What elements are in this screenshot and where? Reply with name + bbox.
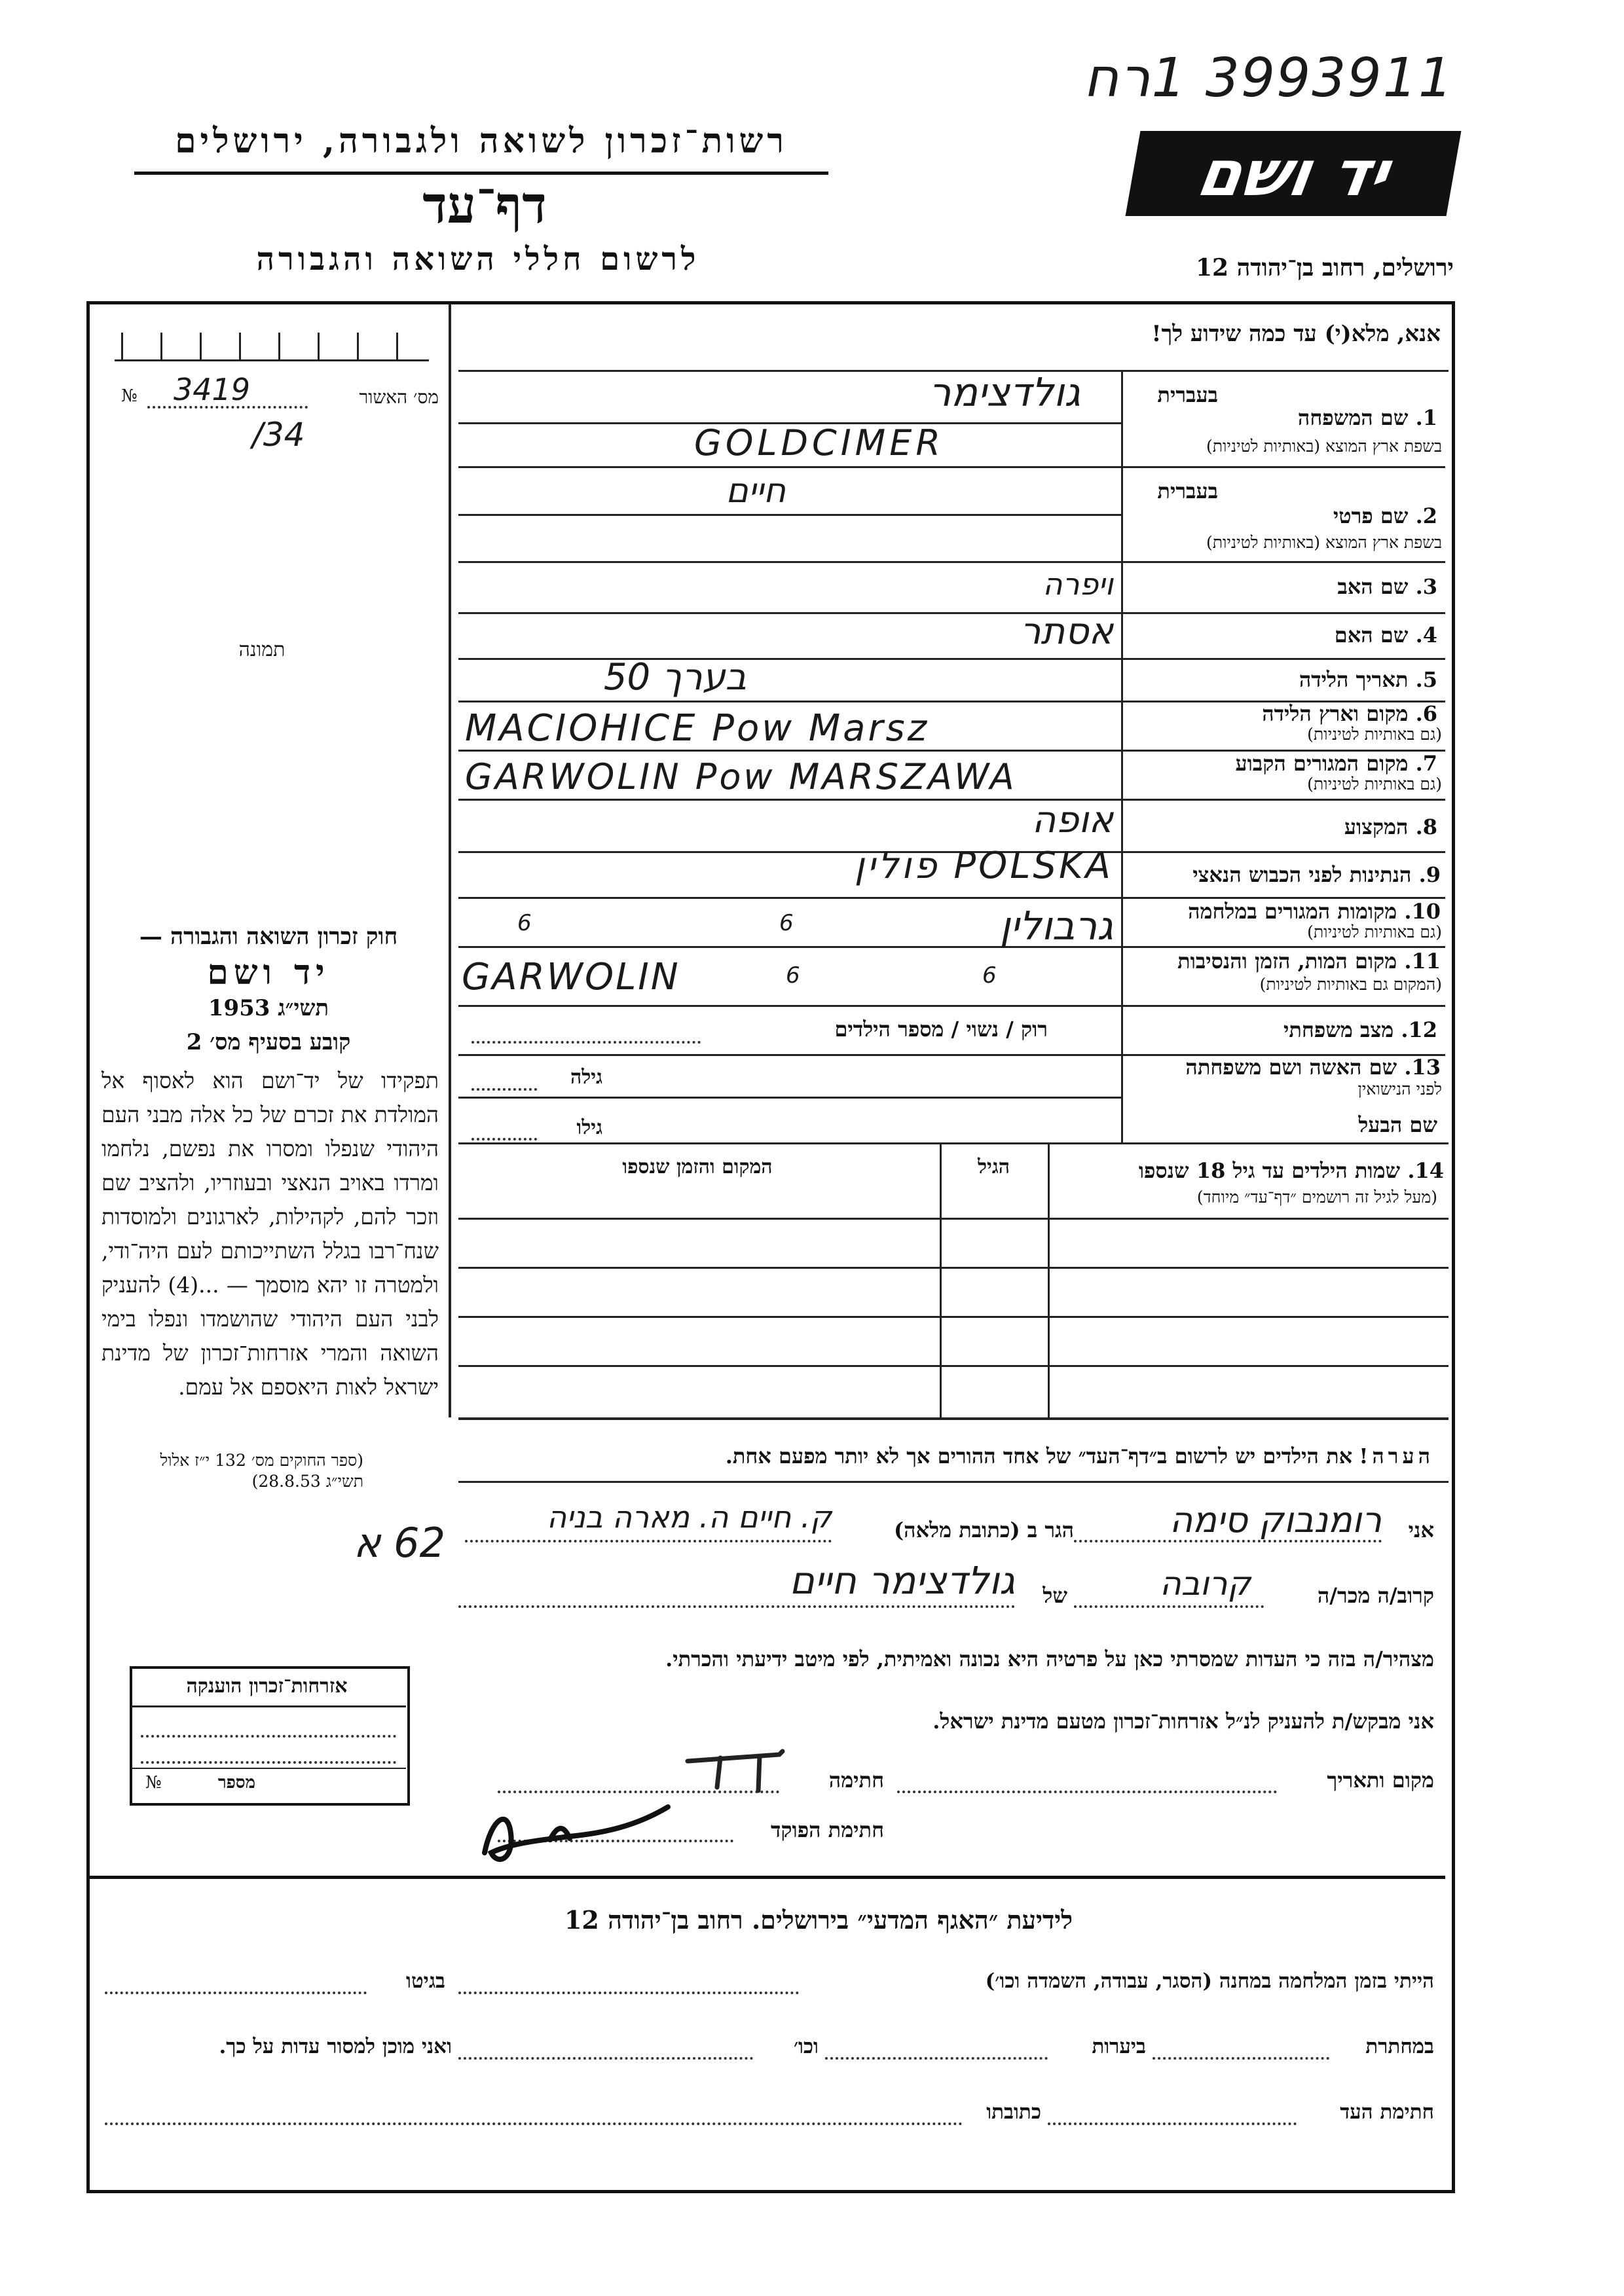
field-8-label: 8. המקצוע bbox=[1344, 814, 1437, 839]
field-10-sublabel: (גם באותיות לטיניות) bbox=[1307, 922, 1442, 941]
field-2-sublabel: בשפת ארץ המוצא (באותיות לטיניות) bbox=[1206, 533, 1442, 552]
witness-relation-label: קרוב/ה מכר/ה bbox=[1317, 1583, 1434, 1608]
field-10-ditto-2: 6 bbox=[779, 910, 794, 936]
approval-tick-strip bbox=[115, 333, 429, 361]
children-col-age: הגיל bbox=[977, 1156, 1010, 1178]
field-3-label: 3. שם האב bbox=[1337, 574, 1437, 599]
field-2-value-hebrew: חיים bbox=[726, 471, 786, 511]
field-11-sublabel: (המקום גם באותיות לטיניות) bbox=[1259, 975, 1442, 994]
field-13-label: 13. שם האשה ושם משפחתה bbox=[1185, 1055, 1441, 1080]
approval-number: 3419 bbox=[174, 372, 251, 407]
bottom-line3-a: חתימת העד bbox=[1340, 2100, 1434, 2124]
wife-age-label: גילה bbox=[570, 1066, 602, 1089]
law-text: תפקידו של יד־ושם הוא לאסוף אל המולדת את זכרם של כל אלה מבני העם היהודי שנפלו ומסרו את נפשם, נלחמו ומרדו באויב הנאצי ובעוזריו, ולהציב שם וזכר להם, לקהילות, לארגונים ולמוסדות שנח־רבו בגלל השתייכותם לעם היה־ודי, ולמטרה זו יהא מוסמך — ...(4) להעניק לבני העם היהודי שהושמדו ונפלו בימי השואה והמרי אזרחות־זכרון של מדינת ישראל לאות היאספם אל עמם. bbox=[101, 1068, 439, 1400]
officer-signature bbox=[471, 1781, 681, 1872]
place-date-label: מקום ותאריך bbox=[1327, 1768, 1434, 1793]
field-9-label: 9. הנתינות לפני הכבוש הנאצי bbox=[1192, 862, 1441, 887]
field-11-ditto-2: 6 bbox=[982, 962, 997, 989]
law-clause: קובע בסעיף מס׳ 2 bbox=[186, 1029, 351, 1055]
left-column-divider bbox=[449, 304, 451, 1417]
bottom-line2-c: וכו׳ bbox=[793, 2035, 819, 2058]
children-sublabel: (מעל לגיל זה רושמים ״דף־עד״ מיוחד) bbox=[1196, 1188, 1437, 1207]
label-column-divider bbox=[1121, 370, 1123, 1142]
bottom-line2-a: במחתרת bbox=[1365, 2035, 1434, 2058]
husband-label: שם הבעל bbox=[1358, 1112, 1437, 1137]
bottom-line1-b: בגיטו bbox=[406, 1969, 445, 1993]
field-10-ditto-1: 6 bbox=[517, 910, 532, 936]
form-subtitle: לרשום חללי השואה והגבורה bbox=[256, 241, 700, 278]
witness-address-label: הגר ב (כתובת מלאה) bbox=[894, 1518, 1074, 1542]
witness-margin-note: 62 א bbox=[353, 1519, 446, 1567]
form-title: דף־עד bbox=[422, 175, 547, 235]
field-1-label: 1. שם המשפחה bbox=[1297, 405, 1437, 430]
witness-name: רומנבוק סימה bbox=[1170, 1499, 1382, 1540]
witness-request: אני מבקש/ת להעניק לנ״ל אזרחות־זכרון מטעם מדינת ישראל. bbox=[932, 1709, 1434, 1734]
field-7-value: GARWOLIN Pow MARSZAWA bbox=[465, 756, 1017, 797]
law-title: חוק זכרון השואה והגבורה — bbox=[139, 923, 398, 950]
citizenship-no-mark: № bbox=[145, 1773, 162, 1793]
field-6-label: 6. מקום וארץ הלידה bbox=[1262, 701, 1437, 726]
field-3-value: ויפרה bbox=[1043, 566, 1113, 602]
bottom-line1-a: הייתי בזמן המלחמה במחנה (הסגר, עבודה, השמדה וכו׳) bbox=[985, 1969, 1434, 1993]
photo-label: תמונה bbox=[238, 638, 286, 661]
witness-declaration: מצהיר/ה בזה כי העדות שמסרתי כאן על פרטיה היא נכונה ואמיתית, לפי מיטב ידיעתי והכרתי. bbox=[665, 1647, 1434, 1671]
bottom-title: לידיעת ״האגף המדעי״ בירושלים. רחוב בן־יהודה 12 bbox=[564, 1905, 1073, 1935]
approval-sub-number: /34 bbox=[252, 416, 305, 454]
field-11-value: GARWOLIN bbox=[462, 956, 680, 998]
field-1-value-latin: GOLDCIMER bbox=[694, 422, 944, 464]
field-4-value: אסתר bbox=[1020, 610, 1113, 653]
field-10-label: 10. מקומות המגורים במלחמה bbox=[1188, 899, 1441, 924]
field-12-label: 12. מצב משפחתי bbox=[1283, 1017, 1437, 1042]
law-reference: (ספר החוקים מס׳ 132 י״ז אלול תשי״ג 28.8.53) bbox=[160, 1451, 363, 1491]
bottom-separator bbox=[90, 1876, 1445, 1879]
law-name: יד ושם bbox=[207, 953, 330, 993]
field-2-label: 2. שם פרטי bbox=[1333, 503, 1437, 528]
note-line: הערה! את הילדים יש לרשום ב״דף־העד״ של אחד ההורים אך לא יותר מפעם אחת. bbox=[725, 1444, 1434, 1468]
field-4-label: 4. שם האם bbox=[1334, 623, 1437, 647]
husband-age-label: גילו bbox=[576, 1116, 602, 1139]
field-6-sublabel: (גם באותיות לטיניות) bbox=[1307, 725, 1442, 744]
signature-label: חתימה bbox=[828, 1768, 884, 1793]
citizenship-title: אזרחות־זכרון הוענקה bbox=[186, 1675, 348, 1698]
field-11-ditto-1: 6 bbox=[786, 962, 800, 989]
field-7-sublabel: (גם באותיות לטיניות) bbox=[1307, 774, 1442, 793]
field-10-value: גרבולין bbox=[999, 903, 1113, 949]
instruction-text: אנא, מלא(י) עד כמה שידוע לך! bbox=[1151, 321, 1441, 347]
witness-relation: קרובה bbox=[1160, 1565, 1251, 1603]
witness-signature bbox=[681, 1741, 799, 1800]
bottom-line2-b: ביערות bbox=[1092, 2035, 1146, 2058]
children-col-place: המקום והזמן שנספו bbox=[622, 1156, 773, 1178]
field-6-value: MACIOHICE Pow Marsz bbox=[465, 707, 930, 750]
bottom-line3-b: כתובתו bbox=[986, 2100, 1041, 2124]
yad-vashem-logo: יד ושם bbox=[1126, 131, 1462, 216]
field-13-sublabel: לפני הנישואין bbox=[1357, 1080, 1442, 1099]
field-12-value: רוק / נשוי / מספר הילדים bbox=[834, 1017, 1048, 1042]
header-address: ירושלים, רחוב בן־יהודה 12 bbox=[1195, 254, 1454, 282]
bottom-line2-d: ואני מוכן למסור עדות על כך. bbox=[219, 2035, 452, 2058]
org-underline bbox=[134, 172, 828, 175]
witness-of-label: של bbox=[1043, 1583, 1067, 1608]
witness-address: ק. חיים ה. מארה בניה bbox=[547, 1499, 832, 1535]
field-7-label: 7. מקום המגורים הקבוע bbox=[1235, 751, 1437, 776]
witness-of-name: גולדצימר חיים bbox=[789, 1558, 1015, 1603]
field-5-value: בערך 50 bbox=[603, 656, 747, 699]
officer-signature-label: חתימת הפוקד bbox=[771, 1817, 884, 1842]
field-11-label: 11. מקום המות, הזמן והנסיבות bbox=[1177, 949, 1441, 974]
witness-ani: אני bbox=[1408, 1518, 1434, 1542]
field-2-hebrew-tag: בעברית bbox=[1157, 479, 1218, 503]
approval-label: מס׳ האשור bbox=[359, 386, 439, 408]
field-1-value-hebrew: גולדצימר bbox=[929, 370, 1080, 416]
field-5-label: 5. תאריך הלידה bbox=[1299, 667, 1437, 692]
organization-name: רשות־זכרון לשואה ולגבורה, ירושלים bbox=[175, 121, 788, 161]
handwritten-reference: 3993911 1רח bbox=[1083, 47, 1454, 109]
law-year: תשי״ג 1953 bbox=[208, 995, 329, 1021]
children-label: 14. שמות הילדים עד גיל 18 שנספו bbox=[1138, 1158, 1444, 1183]
field-1-hebrew-tag: בעברית bbox=[1157, 382, 1218, 407]
citizenship-number-label: מספר bbox=[217, 1773, 255, 1793]
field-9-value: פולין POLSKA bbox=[854, 845, 1113, 887]
approval-no-mark: № bbox=[121, 386, 138, 406]
field-8-value: אופה bbox=[1031, 799, 1113, 841]
field-1-sublabel: בשפת ארץ המוצא (באותיות לטיניות) bbox=[1206, 437, 1442, 456]
